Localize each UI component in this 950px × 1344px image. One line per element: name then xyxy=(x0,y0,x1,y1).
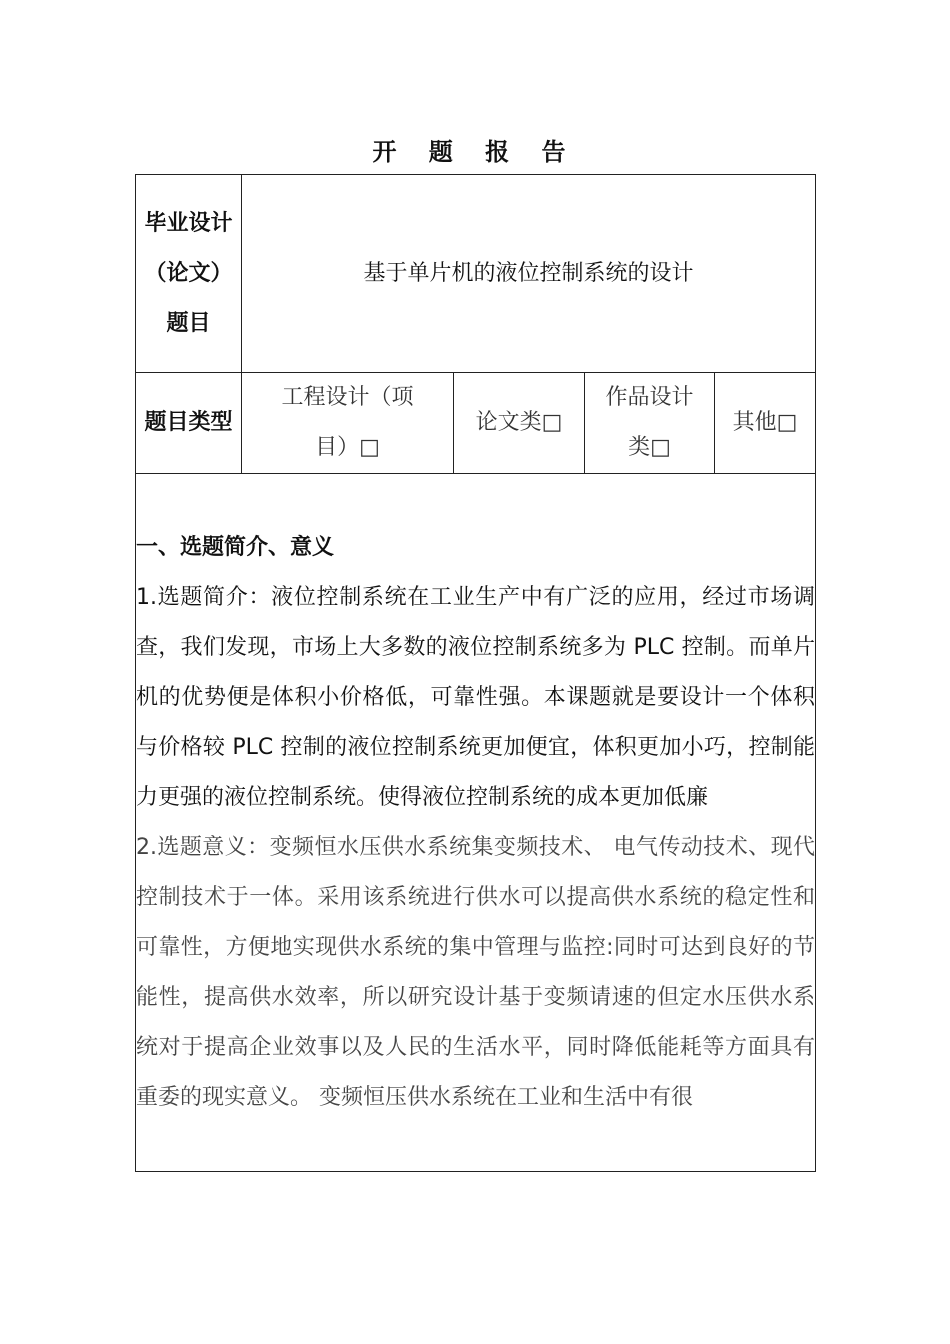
intro-paragraph: 1.选题简介：液位控制系统在工业生产中有广泛的应用，经过市场调查，我们发现，市场上大多数的液位控制系统多为 PLC 控制。而单片机的优势便是体积小价格低，可靠性强。本课题就是要设计一个体积与价格较 PLC 控制的液位控制系统更加便宜，体积更加小巧，控制能力更强的液位控制系统。使得液位控制系统的成本更加低廉 xyxy=(136,584,816,810)
topic-type-label: 题目类型 xyxy=(136,373,242,474)
thesis-title-row xyxy=(136,175,816,373)
option-thesis[interactable]: 论文类□ xyxy=(454,373,585,474)
option-engineering-design[interactable]: 工程设计（项目）□ xyxy=(242,373,454,474)
thesis-title-label: 毕业设计（论文）题目 xyxy=(136,175,242,373)
proposal-form-table xyxy=(135,174,816,1172)
significance-paragraph: 2.选题意义：变频恒水压供水系统集变频技术、 电气传动技术、现代控制技术于一体。采用该系统进行供水可以提高供水系统的稳定性和可靠性，方便地实现供水系统的集中管理与监控:同时可达到良好的节能性，提高供水效率，所以研究设计基于变频请速的但定水压供水系统对于提高企业效事以及人民的生活水平，同时降低能耗等方面具有重委的现实意义。 变频恒压供水系统在工业和生活中有很 xyxy=(136,834,816,1110)
section-intro-row xyxy=(136,474,816,1172)
thesis-title-value: 基于单片机的液位控制系统的设计 xyxy=(242,175,816,373)
section-heading: 一、选题简介、意义 xyxy=(136,534,335,560)
section-intro-cell xyxy=(136,474,816,1172)
option-work-design[interactable]: 作品设计类□ xyxy=(585,373,715,474)
document-title: 开 题 报 告 xyxy=(372,138,578,166)
topic-type-row xyxy=(136,373,816,474)
option-other[interactable]: 其他□ xyxy=(715,373,816,474)
